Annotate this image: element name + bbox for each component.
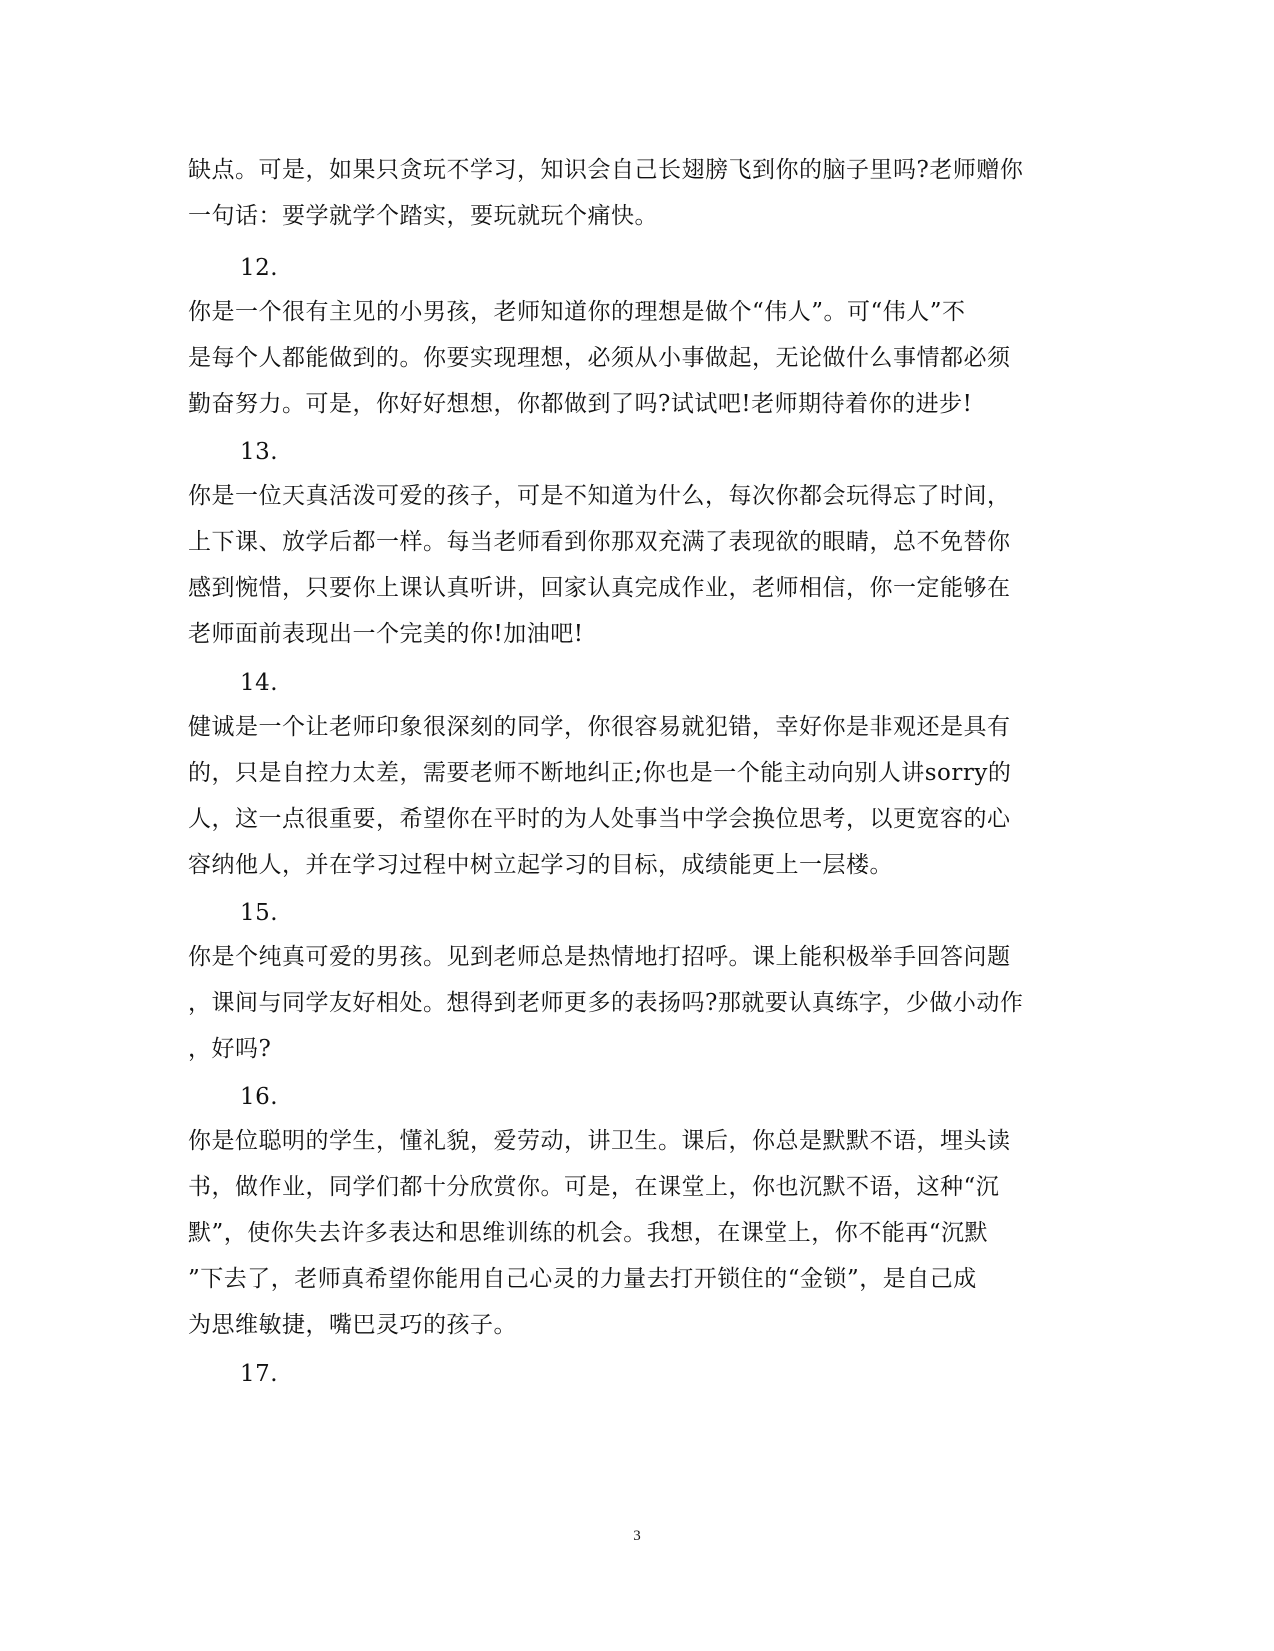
item-number: 17. — [240, 1361, 279, 1387]
item-number: 13. — [240, 439, 279, 465]
page-number: 3 — [633, 1528, 641, 1544]
text-line: 书，做作业，同学们都十分欣赏你。可是，在课堂上，你也沉默不语，这种“沉 — [188, 1174, 1000, 1200]
text-line: 一句话：要学就学个踏实，要玩就玩个痛快。 — [188, 203, 658, 229]
text-line: ”下去了，老师真希望你能用自己心灵的力量去打开锁住的“金锁”，是自己成 — [188, 1266, 977, 1292]
text-line: 默”，使你失去许多表达和思维训练的机会。我想，在课堂上，你不能再“沉默 — [188, 1220, 989, 1246]
text-line: 是每个人都能做到的。你要实现理想，必须从小事做起，无论做什么事情都必须 — [188, 345, 1011, 371]
text-line: 你是位聪明的学生，懂礼貌，爱劳动，讲卫生。课后，你总是默默不语，埋头读 — [188, 1128, 1011, 1154]
text-line: 上下课、放学后都一样。每当老师看到你那双充满了表现欲的眼睛，总不免替你 — [188, 529, 1011, 555]
text-line: 的，只是自控力太差，需要老师不断地纠正;你也是一个能主动向别人讲sorry的 — [188, 760, 1012, 786]
item-number: 15. — [240, 900, 279, 926]
item-number: 12. — [240, 255, 279, 281]
text-line: 为思维敏捷，嘴巴灵巧的孩子。 — [188, 1312, 517, 1338]
item-number: 16. — [240, 1084, 279, 1110]
text-line: 勤奋努力。可是，你好好想想，你都做到了吗?试试吧!老师期待着你的进步! — [188, 391, 973, 417]
item-number: 14. — [240, 670, 279, 696]
text-line: 你是一位天真活泼可爱的孩子，可是不知道为什么，每次你都会玩得忘了时间， — [188, 483, 1011, 509]
text-line: 你是一个很有主见的小男孩，老师知道你的理想是做个“伟人”。可“伟人”不 — [188, 299, 966, 325]
text-line: 感到惋惜，只要你上课认真听讲，回家认真完成作业，老师相信，你一定能够在 — [188, 575, 1011, 601]
text-line: 容纳他人，并在学习过程中树立起学习的目标，成绩能更上一层楼。 — [188, 852, 893, 878]
text-line: ，课间与同学友好相处。想得到老师更多的表扬吗?那就要认真练字，少做小动作 — [188, 990, 1024, 1016]
text-line: 健诚是一个让老师印象很深刻的同学，你很容易就犯错，幸好你是非观还是具有 — [188, 714, 1011, 740]
text-line: 老师面前表现出一个完美的你!加油吧! — [188, 621, 584, 647]
text-line: 你是个纯真可爱的男孩。见到老师总是热情地打招呼。课上能积极举手回答问题 — [188, 944, 1011, 970]
text-line: ，好吗? — [188, 1036, 272, 1062]
text-line: 缺点。可是，如果只贪玩不学习，知识会自己长翅膀飞到你的脑子里吗?老师赠你 — [188, 157, 1024, 183]
text-line: 人，这一点很重要，希望你在平时的为人处事当中学会换位思考，以更宽容的心 — [188, 806, 1011, 832]
